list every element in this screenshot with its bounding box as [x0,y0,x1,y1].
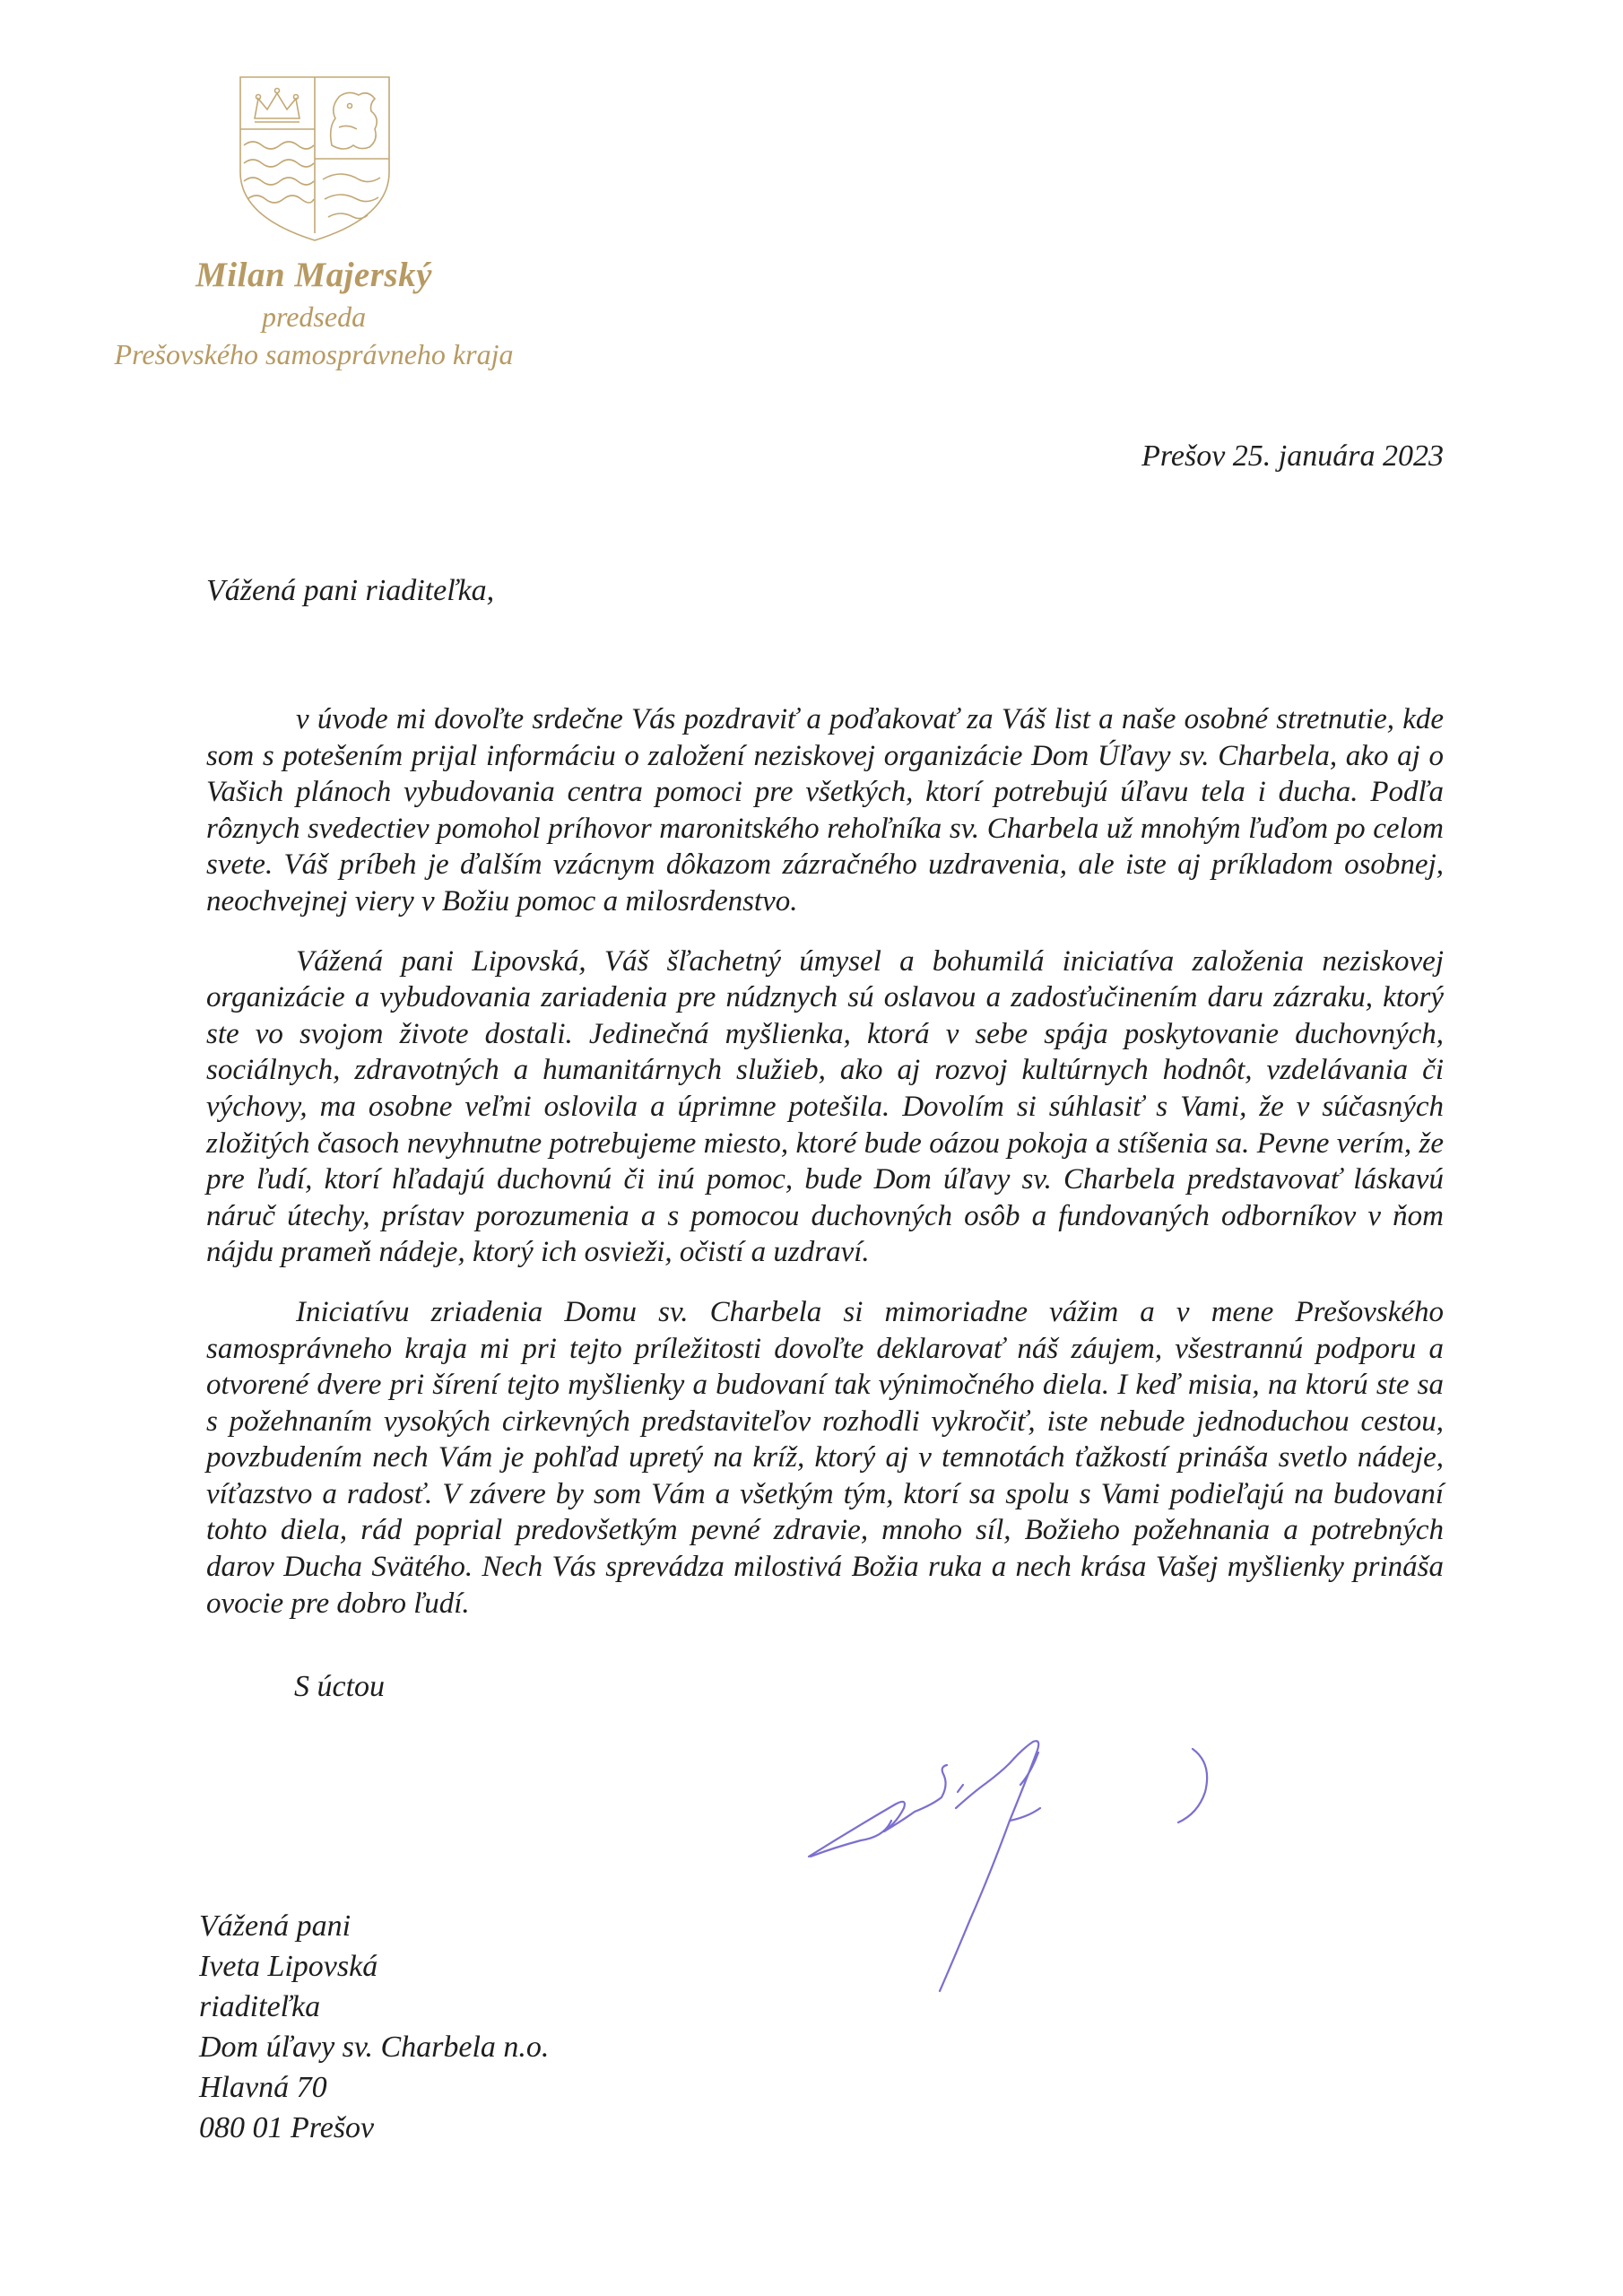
closing: S úctou [294,1670,386,1703]
letterhead [54,253,574,373]
recipient-organization: Dom úľavy sv. Charbela n.o. [199,2031,550,2064]
coat-of-arms-icon [235,74,395,244]
body-paragraph: Vážená pani Lipovská, Váš šľachetný úmysel a bohumilá iniciatíva založenia neziskovej organizácie a vybudovania zariadenia pre núdznych sú oslavou a zadosťučinením daru zázraku, ktorý ste vo svojom živote dostali. Jedinečná myšlienka, ktorá v sebe spája poskytovanie duchovných, sociálnych, zdravotných a humanitárnych služieb, ako aj rozvoj kultúrnych hodnôt, vzdelávania či výchovy, ma osobne veľmi oslovila a úprimne potešila. Dovolím si súhlasiť s Vami, že v súčasných zložitých časoch nevyhnutne potrebujeme miesto, ktoré bude oázou pokoja a stíšenia sa. Pevne verím, že pre ľudí, ktorí hľadajú duchovnú či inú pomoc, bude Dom úľavy sv. Charbela predstavovať láskavú náruč útechy, prístav porozumenia a s pomocou duchovných osôb a fundovaných odborníkov v ňom nájdu prameň nádeje, ktorý ich osvieži, očistí a uzdraví. [206,944,1444,1269]
letter-date: Prešov 25. januára 2023 [1141,439,1444,473]
salutation: Vážená pani riaditeľka, [206,574,495,607]
signature-icon [798,1722,1264,2000]
recipient-name: Iveta Lipovská [199,1950,378,1983]
recipient-address [199,1906,549,2148]
recipient-street: Hlavná 70 [199,2071,327,2104]
body-paragraph: v úvode mi dovoľte srdečne Vás pozdraviť a poďakovať za Váš list a naše osobné stretnutie, kde som s potešením prijal informáciu o založení neziskovej organizácie Dom Úľavy sv. Charbela, ako aj o Vašich plánoch vybudovania centra pomoci pre všetkých, ktorí potrebujú úľavu tela i ducha. Podľa rôznych svedectiev pomohol príhovor maronitského rehoľníka sv. Charbela už mnohým ľuďom po celom svete. Váš príbeh je ďalším vzácnym dôkazom zázračného uzdravenia, ale iste aj príkladom osobnej, neochvejnej viery v Božiu pomoc a milosrdenstvo. [206,703,1444,918]
sender-name: Milan Majerský [195,256,432,294]
recipient-greeting: Vážená pani [199,1909,352,1943]
recipient-city: 080 01 Prešov [199,2111,375,2144]
sender-role: predseda [261,300,367,333]
recipient-title: riaditeľka [199,1990,321,2023]
letter-body [206,701,1444,1645]
body-paragraph: Iniciatívu zriadenia Domu sv. Charbela si mimoriadne vážim a v mene Prešovského samosprávneho kraja mi pri tejto príležitosti dovoľte deklarovať náš záujem, všestrannú podporu a otvorené dvere pri šírení tejto myšlienky a budovaní tak výnimočného diela. I keď misia, na ktorú ste sa s požehnaním vysokých cirkevných predstaviteľov rozhodli vykročiť, iste nebude jednoduchou cestou, povzbudením nech Vám je pohľad upretý na kríž, ktorý aj v temnotách ťažkostí prináša svetlo nádeje, víťazstvo a radosť. V závere by som Vám a všetkým tým, ktorí sa spolu s Vami podieľajú na budovaní tohto diela, rád poprial predovšetkým pevné zdravie, mnoho síl, Božieho požehnania a potrebných darov Ducha Svätého. Nech Vás sprevádza milostivá Božia ruka a nech krása Vašej myšlienky prináša ovocie pre dobro ľudí. [206,1295,1444,1620]
sender-organization: Prešovského samosprávneho kraja [114,338,514,370]
